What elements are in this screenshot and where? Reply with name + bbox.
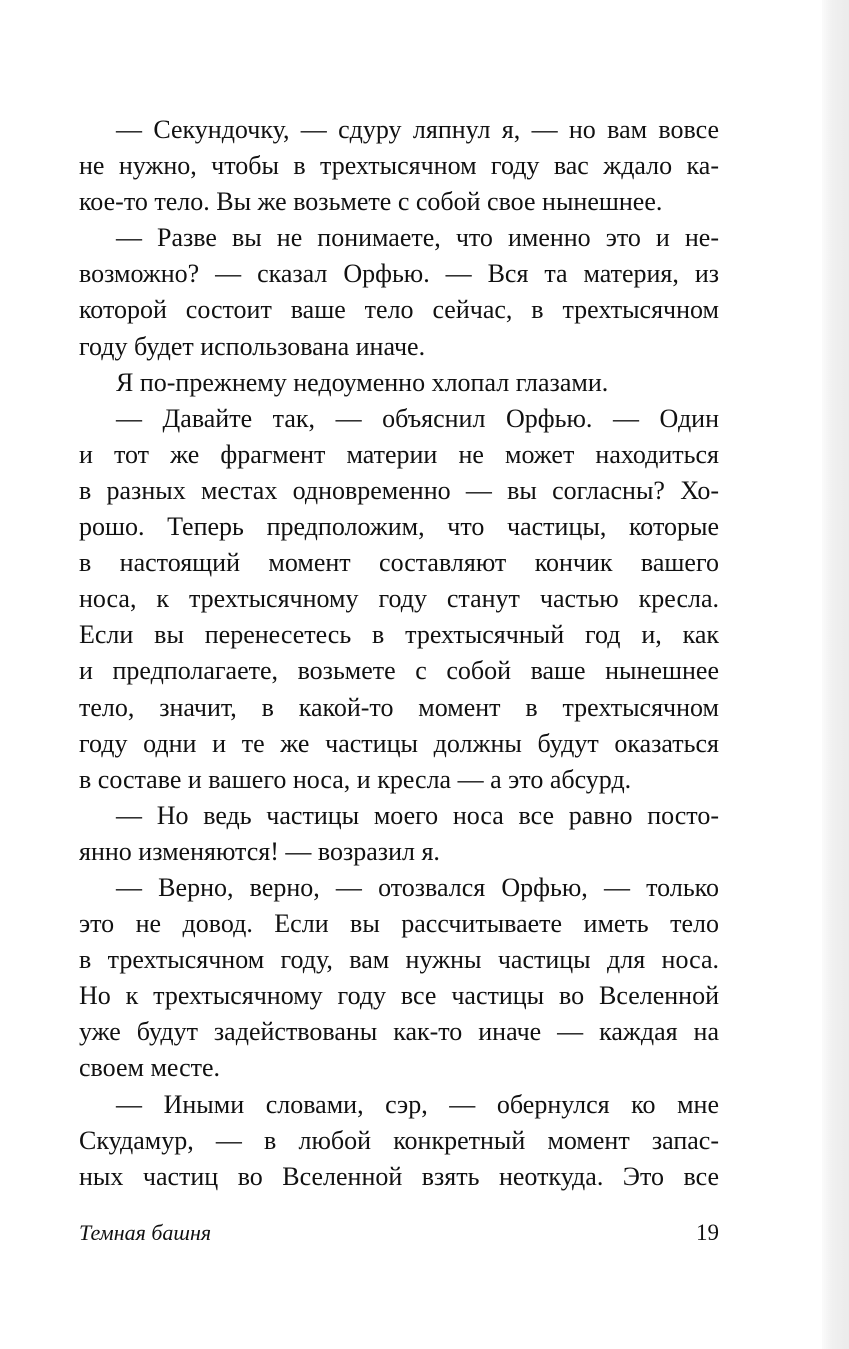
text-line: году одни и те же частицы должны будут оказаться bbox=[79, 728, 719, 758]
text-line: носа, к трехтысячному году станут частью кресла. bbox=[79, 584, 719, 614]
text-line: тело, значит, в какой-то момент в трехтысячном bbox=[79, 692, 719, 722]
text-line: Скудамур, — в любой конкретный момент запас- bbox=[79, 1125, 719, 1155]
text-line: и тот же фрагмент материи не может находиться bbox=[79, 439, 719, 469]
text-line: в настоящий момент составляют кончик вашего bbox=[79, 548, 719, 578]
text-line: это не довод. Если вы рассчитываете иметь тело bbox=[79, 909, 719, 939]
text-line: в составе и вашего носа, и кресла — а это абсурд. bbox=[79, 764, 632, 794]
text-line: — Секундочку, — сдуру ляпнул я, — но вам вовсе bbox=[116, 115, 719, 144]
text-line: в разных местах одновременно — вы согласны? Хо- bbox=[79, 475, 719, 505]
text-line: в трехтысячном году, вам нужны частицы для носа. bbox=[79, 945, 719, 975]
text-line: которой состоит ваше тело сейчас, в трехтысячном bbox=[79, 295, 719, 325]
text-line: возможно? — сказал Орфью. — Вся та материя, из bbox=[79, 259, 719, 289]
text-line: Но к трехтысячному году все частицы во Вселенной bbox=[79, 981, 719, 1011]
text-line: Я по-прежнему недоуменно хлопал глазами. bbox=[116, 367, 609, 397]
text-line: своем месте. bbox=[79, 1053, 221, 1083]
text-line: кое-то тело. Вы же возьмете с собой свое нынешнее. bbox=[79, 187, 663, 217]
text-line: — Верно, верно, — отозвался Орфью, — только bbox=[116, 872, 719, 902]
body-text bbox=[79, 112, 719, 1195]
page-number: 19 bbox=[696, 1220, 719, 1245]
text-line: — Давайте так, — объяснил Орфью. — Один bbox=[116, 403, 719, 433]
text-line: Если вы перенесетесь в трехтысячный год и, как bbox=[79, 620, 719, 650]
text-line: — Иными словами, сэр, — обернулся ко мне bbox=[116, 1089, 719, 1119]
running-footer-title: Темная башня bbox=[79, 1220, 212, 1245]
text-line: янно изменяются! — возразил я. bbox=[79, 836, 440, 866]
text-line: году будет использована иначе. bbox=[79, 331, 426, 361]
text-line: — Но ведь частицы моего носа все равно посто- bbox=[116, 800, 719, 830]
text-line: не нужно, чтобы в трехтысячном году вас ждало ка- bbox=[79, 151, 719, 181]
text-line: уже будут задействованы как-то иначе — каждая на bbox=[79, 1017, 719, 1047]
text-line: рошо. Теперь предположим, что частицы, которые bbox=[79, 512, 719, 542]
text-line: и предполагаете, возьмете с собой ваше нынешнее bbox=[79, 656, 719, 686]
page-edge-shadow bbox=[822, 0, 849, 1349]
text-line: ных частиц во Вселенной взять неоткуда. Это все bbox=[79, 1161, 719, 1191]
text-line: — Разве вы не понимаете, что именно это и не- bbox=[116, 223, 719, 253]
